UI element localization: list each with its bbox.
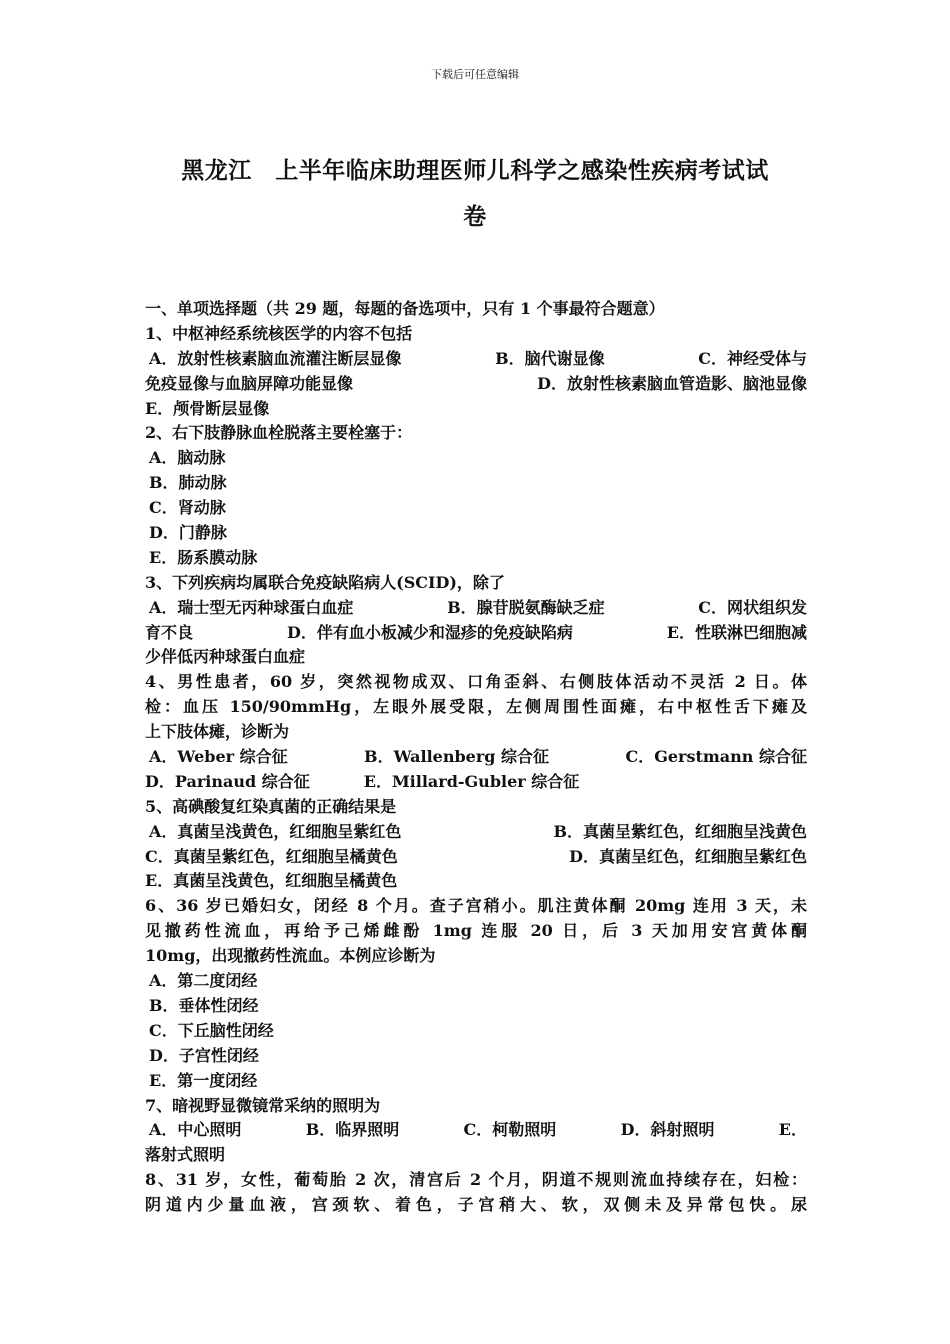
q4-option-e: E．Millard-Gubler 综合征 <box>363 771 580 791</box>
question-3-options-line-1 <box>145 596 807 621</box>
q6-option-c: C．下丘脑性闭经 <box>149 1020 274 1040</box>
question-1-options-line-1 <box>145 347 807 372</box>
q7-option-b: B．临界照明 <box>305 1120 400 1140</box>
question-2-stem: 2、右下肢静脉血栓脱落主要栓塞于： <box>145 423 413 443</box>
page-header: 下载后可任意编辑 <box>431 68 519 81</box>
q3-option-d: D．伴有血小板减少和湿疹的免疫缺陷病 <box>286 622 573 642</box>
q2-option-a: A．脑动脉 <box>149 448 226 468</box>
q6-option-e: E．第一度闭经 <box>149 1070 258 1090</box>
q3-option-c-cont: 育不良 <box>145 622 194 642</box>
question-4-options-line-1 <box>145 745 807 770</box>
q1-option-a: A．放射性核素脑血流灌注断层显像 <box>149 348 402 368</box>
question-7-stem: 7、暗视野显微镜常采纳的照明为 <box>145 1095 381 1115</box>
q1-option-c-cont: 免疫显像与血脑屏障功能显像 <box>145 373 354 393</box>
q2-option-b: B．肺动脉 <box>149 473 227 493</box>
q7-option-e: E． <box>778 1120 807 1140</box>
q3-option-e: E．性联淋巴细胞减 <box>666 622 807 642</box>
q6-option-b: B．垂体性闭经 <box>149 995 259 1015</box>
question-5-stem: 5、高碘酸复红染真菌的正确结果是 <box>145 796 397 816</box>
q2-option-e: E．肠系膜动脉 <box>149 547 258 567</box>
q1-option-c: C．神经受体与 <box>698 348 807 368</box>
question-5-options-line-2 <box>145 845 807 870</box>
question-4-options-line-2 <box>145 770 807 795</box>
question-6-stem-line-1: 6、36 岁已婚妇女，闭经 8 个月。查子宫稍小。肌注黄体酮 20mg 连用 3 天，未 <box>145 896 807 916</box>
q1-option-b: B．脑代谢显像 <box>495 348 605 368</box>
q5-option-b: B．真菌呈紫红色，红细胞呈浅黄色 <box>553 821 807 841</box>
q1-option-e: E．颅骨断层显像 <box>145 398 270 418</box>
q5-option-a: A．真菌呈浅黄色，红细胞呈紫红色 <box>149 821 402 841</box>
q1-option-d: D．放射性核素脑血管造影、脑池显像 <box>537 373 807 393</box>
q4-option-b: B．Wallenberg 综合征 <box>364 747 550 767</box>
question-7-options-line-1 <box>145 1118 807 1143</box>
question-1-stem: 1、中枢神经系统核医学的内容不包括 <box>145 323 413 343</box>
question-8-stem-line-1: 8、31 岁，女性，葡萄胎 2 次，清宫后 2 个月，阴道不规则流血持续存在，妇检： <box>145 1170 807 1190</box>
question-4-stem-line-3: 上下肢体瘫，诊断为 <box>145 722 290 742</box>
document-body <box>145 297 807 1218</box>
q3-option-a: A．瑞士型无丙种球蛋白血症 <box>149 597 354 617</box>
q5-option-e: E．真菌呈浅黄色，红细胞呈橘黄色 <box>145 871 398 891</box>
q5-option-d: D．真菌呈红色，红细胞呈紫红色 <box>569 846 807 866</box>
q7-option-a: A．中心照明 <box>149 1120 242 1140</box>
question-4-stem-line-1: 4、男性患者，60 岁，突然视物成双、口角歪斜、右侧肢体活动不灵活 2 日。体 <box>145 672 807 692</box>
q6-option-d: D．子宫性闭经 <box>149 1045 259 1065</box>
q3-option-e-cont: 少伴低丙种球蛋白血症 <box>145 647 306 667</box>
q7-option-d: D．斜射照明 <box>620 1120 715 1140</box>
question-3-stem: 3、下列疾病均属联合免疫缺陷病人(SCID)，除了 <box>145 572 505 592</box>
q3-option-b: B．腺苷脱氨酶缺乏症 <box>447 597 605 617</box>
question-6-stem-line-2: 见撤药性流血，再给予己烯雌酚 1mg 连服 20 日，后 3 天加用安宫黄体酮 <box>145 921 807 941</box>
title-line-2: 卷 <box>463 203 487 230</box>
question-1-options-line-2 <box>145 372 807 397</box>
q4-option-c: C．Gerstmann 综合征 <box>625 747 807 767</box>
q2-option-c: C．肾动脉 <box>149 498 226 518</box>
q7-option-e-cont: 落射式照明 <box>145 1145 226 1165</box>
question-3-options-line-2 <box>145 621 807 646</box>
q2-option-d: D．门静脉 <box>149 523 227 543</box>
q5-option-c: C．真菌呈紫红色，红细胞呈橘黄色 <box>145 846 398 866</box>
q4-option-d: D．Parinaud 综合征 <box>145 771 310 791</box>
q6-option-a: A．第二度闭经 <box>149 971 258 991</box>
title-line-1: 黑龙江 上半年临床助理医师儿科学之感染性疾病考试试 <box>181 157 769 184</box>
section-heading: 一、单项选择题（共 29 题，每题的备选项中，只有 1 个事最符合题意） <box>145 299 665 318</box>
document-title <box>145 148 805 240</box>
q4-option-a: A．Weber 综合征 <box>149 747 288 767</box>
question-6-stem-line-3: 10mg，出现撤药性流血。本例应诊断为 <box>145 946 436 966</box>
q7-option-c: C．柯勒照明 <box>463 1120 557 1140</box>
question-8-stem-line-2: 阴道内少量血液，宫颈软、着色，子宫稍大、软，双侧未及异常包快。尿 <box>145 1195 807 1215</box>
question-5-options-line-1 <box>145 820 807 845</box>
question-4-stem-line-2: 检：血压 150/90mmHg，左眼外展受限，左侧周围性面瘫，右中枢性舌下瘫及 <box>145 697 807 717</box>
q3-option-c: C．网状组织发 <box>698 597 807 617</box>
